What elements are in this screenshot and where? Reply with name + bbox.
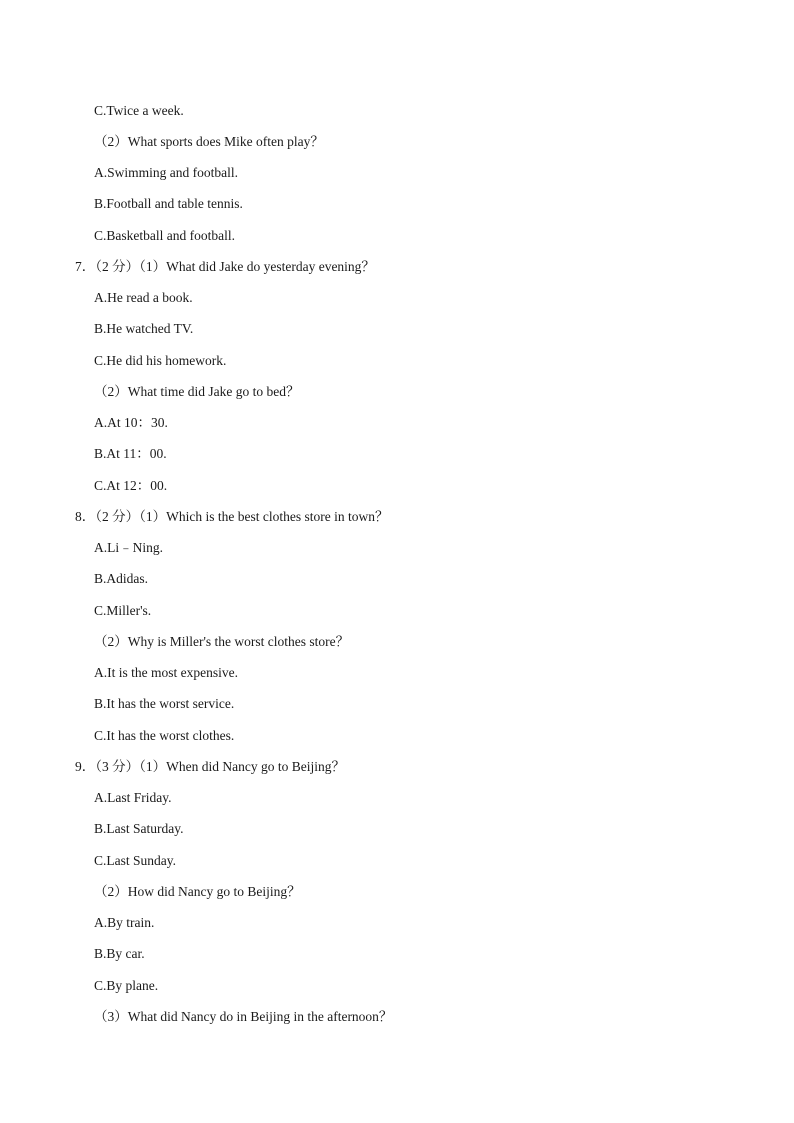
option-line: A.Last Friday.: [94, 790, 172, 805]
option-line: A.By train.: [94, 915, 155, 930]
question-line: 9．（3 分）（1）When did Nancy go to Beijing？: [75, 759, 345, 774]
option-line: A.Swimming and football.: [94, 165, 238, 180]
option-line: B.It has the worst service.: [94, 696, 235, 711]
sub-question-line: （2）Why is Miller's the worst clothes store？: [94, 634, 350, 649]
option-line: A.At 10：30.: [94, 415, 168, 430]
option-line: C.Twice a week.: [94, 103, 184, 118]
option-line: B.Adidas.: [94, 571, 148, 586]
option-line: A.Li﹣Ning.: [94, 540, 163, 555]
option-line: B.Last Saturday.: [94, 821, 184, 836]
question-line: 8．（2 分）（1）Which is the best clothes store in town？: [75, 509, 389, 524]
option-line: C.It has the worst clothes.: [94, 728, 235, 743]
option-line: A.It is the most expensive.: [94, 665, 238, 680]
option-line: C.At 12：00.: [94, 478, 168, 493]
option-line: C.Basketball and football.: [94, 228, 235, 243]
question-line: 7．（2 分）（1）What did Jake do yesterday evening？: [75, 259, 375, 274]
option-line: C.By plane.: [94, 978, 159, 993]
option-line: B.Football and table tennis.: [94, 196, 243, 211]
option-line: A.He read a book.: [94, 290, 193, 305]
sub-question-line: （2）What sports does Mike often play？: [94, 134, 324, 149]
option-line: C.Miller's.: [94, 603, 152, 618]
option-line: B.By car.: [94, 946, 145, 961]
option-line: C.He did his homework.: [94, 353, 227, 368]
sub-question-line: （2）How did Nancy go to Beijing？: [94, 884, 301, 899]
sub-question-line: （2）What time did Jake go to bed？: [94, 384, 300, 399]
option-line: B.He watched TV.: [94, 321, 194, 336]
option-line: B.At 11：00.: [94, 446, 167, 461]
sub-question-line: （3）What did Nancy do in Beijing in the afternoon？: [94, 1009, 393, 1024]
option-line: C.Last Sunday.: [94, 853, 176, 868]
